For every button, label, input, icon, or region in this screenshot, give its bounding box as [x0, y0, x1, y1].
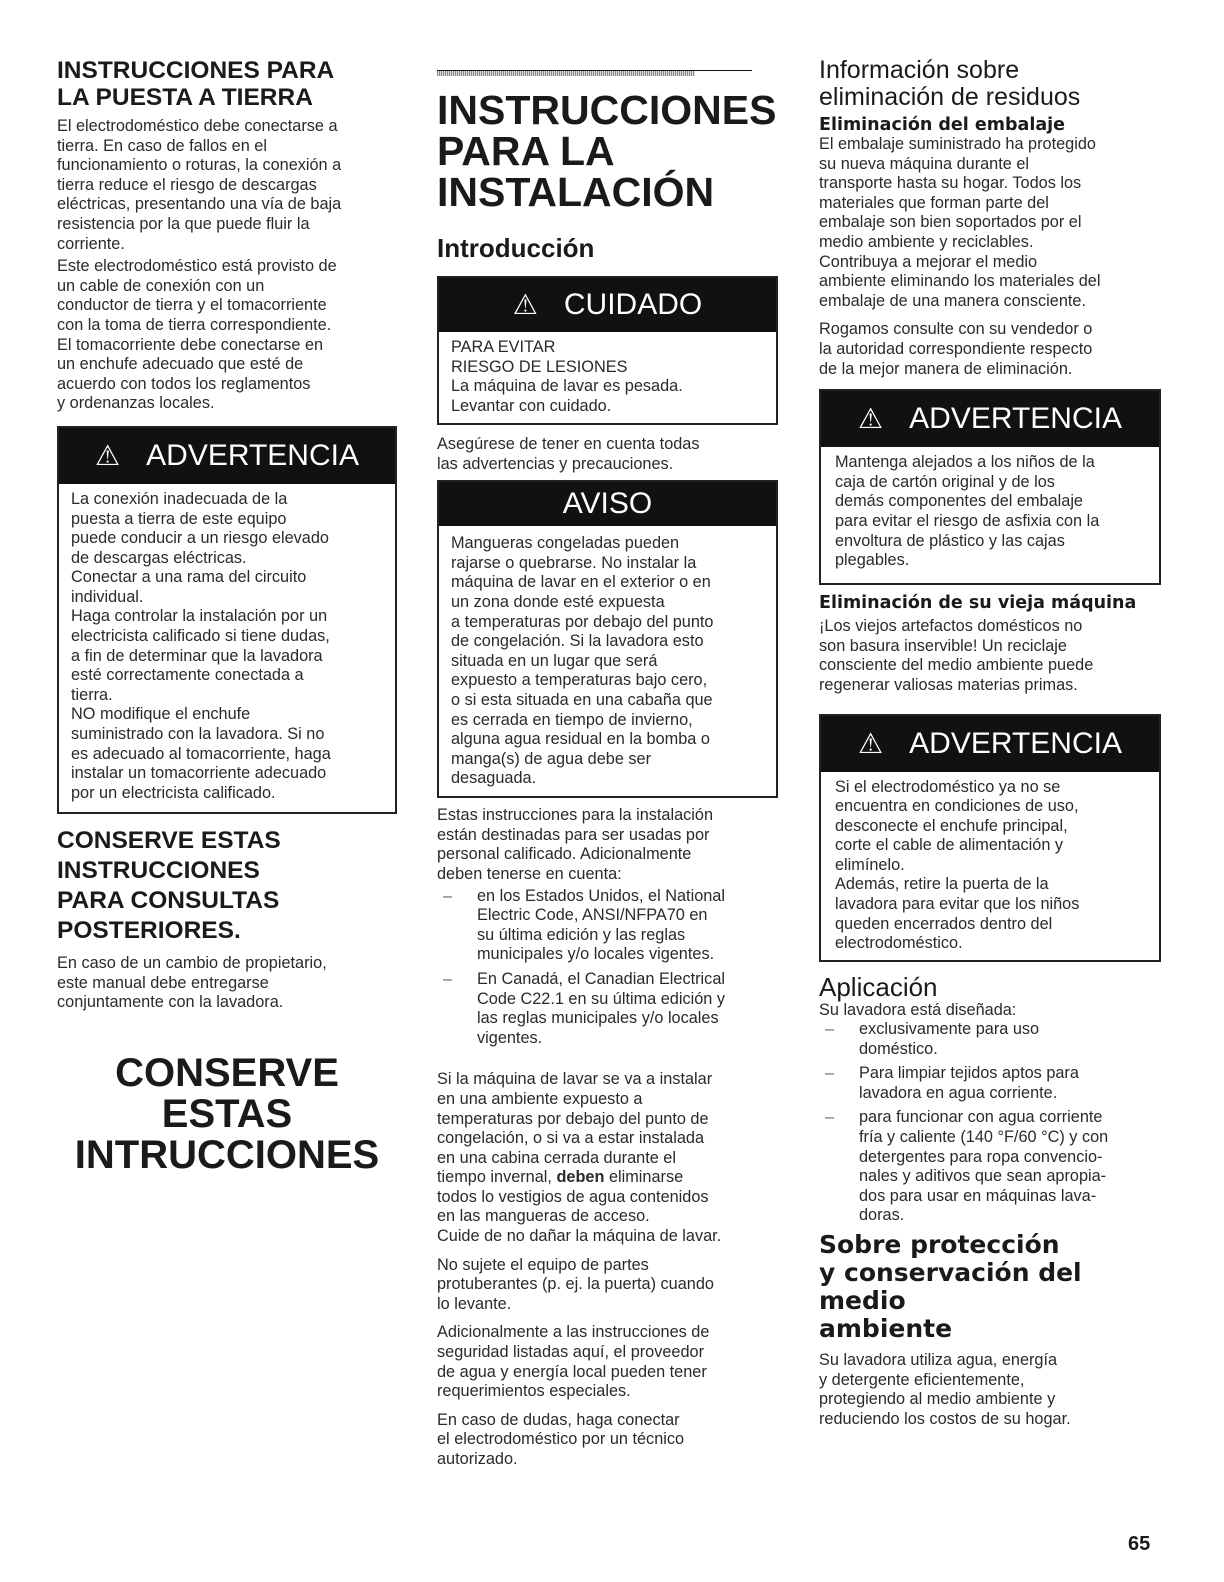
regulations-list [437, 887, 780, 1049]
conserve-text: En caso de un cambio de propietario, este manual debe entregarse conjuntamente con la lavadora. [57, 953, 327, 1012]
warning-title: ADVERTENCIA [146, 438, 359, 472]
intro-subtitle: Introducción [437, 233, 595, 263]
list-item: – Para limpiar tejidos aptos para lavadora en agua corriente. [819, 1064, 1161, 1103]
freeze-text-b: eliminarse todos lo vestigios de agua contenidos en las mangueras de acceso. [437, 1168, 709, 1226]
packaging-para: El embalaje suministrado ha protegido su nueva máquina durante el transporte hasta su hogar. Todos los materiales que forman parte del embalaje son bien soportados por el medio ambiente y reciclables. Contribuya a mejorar el medio ambiente eliminando los materiales del embalaje de una manera consciente. [819, 135, 1101, 310]
freeze-text-bold: deben [556, 1168, 605, 1187]
packaging-warning-box [819, 389, 1161, 585]
disposal-warning-box [819, 714, 1161, 962]
column-right [819, 0, 1161, 1429]
list-item: – exclusivamente para uso doméstico. [819, 1020, 1161, 1059]
aplicacion-list [819, 1020, 1161, 1226]
aplicacion-intro: Su lavadora está diseñada: [819, 1000, 1017, 1019]
list-item: – en los Estados Unidos, el National Electric Code, ANSI/NFPA70 en su última edición y las reglas municipales y/o locales vigentes. [437, 887, 780, 965]
old-machine-subheading: Eliminación de su vieja máquina [819, 593, 1137, 614]
doubt-para: En caso de dudas, haga conectar el electrodoméstico por un técnico autorizado. [437, 1410, 685, 1468]
aplicacion-heading: Aplicación [819, 971, 938, 1002]
supplier-para: Adicionalmente a las instrucciones de seguridad listadas aquí, el proveedor de agua y energía local pueden tener requerimientos especiales. [437, 1323, 710, 1401]
warning-title: ADVERTENCIA [909, 402, 1122, 436]
warning-text: La conexión inadecuada de la puesta a tierra de este equipo puede conducir a un riesgo elevado de descargas eléctricas. Conectar a una rama del circuito individual. Haga controlar la instalación por un electricista calificado si tiene dudas, a fin de determinar que la lavadora esté correctamente conectada a tierra. NO modifique el enchufe suministrado con la lavadora. Si no es adecuado al tomacorriente, haga instalar un tomacorriente adecuado por un electricista calificado. [71, 489, 331, 802]
freeze-para [437, 1070, 780, 1227]
caution-text: PARA EVITAR RIESGO DE LESIONES La máquina de lavar es pesada. Levantar con cuidado. [451, 338, 683, 415]
list-item: – En Canadá, el Canadian Electrical Code C22.1 en su última edición y las reglas municipales y/o locales vigentes. [437, 970, 780, 1048]
conserve-heading: CONSERVE ESTAS INSTRUCCIONES PARA CONSULTAS POSTERIORES. [57, 826, 281, 944]
grounding-heading: INSTRUCCIONES PARA LA PUESTA A TIERRA [57, 57, 335, 111]
warning-triangle-icon: ⚠ [95, 439, 121, 471]
warning-header [821, 391, 1159, 447]
grounding-para-1: El electrodoméstico debe conectarse a tierra. En caso de fallos en el funcionamiento o roturas, la conexión a tierra reduce el riesgo de descargas eléctricas, presentando una vía de baja resistencia por la que puede fluir la corriente. [57, 117, 342, 253]
column-middle [437, 0, 780, 1470]
environment-heading: Sobre protección y conservación del medio ambiente [819, 1230, 1082, 1344]
list-item: – para funcionar con agua corriente fría y caliente (140 °F/60 °C) y con detergentes para ropa convencio- nales y aditivos que sean apropia- dos para usar en máquinas lava- doras. [819, 1108, 1161, 1226]
warning-title: ADVERTENCIA [909, 726, 1122, 760]
old-machine-para: ¡Los viejos artefactos domésticos no son basura inservible! Un reciclaje consciente del medio ambiente puede regenerar valiosas materias primas. [819, 617, 1094, 694]
environment-text: Su lavadora utiliza agua, energía y detergente eficientemente, protegiendo al medio ambiente y reduciendo los costos de su hogar. [819, 1351, 1071, 1428]
freeze-text-a: Si la máquina de lavar se va a instalar en una ambiente expuesto a temperaturas por debajo del punto de congelación, o si va a estar instalada en una cabina cerrada durante el tiempo invernal, [437, 1070, 713, 1187]
conserve-instructions-big: CONSERVE ESTAS INTRUCCIONES [74, 1050, 380, 1177]
warning-triangle-icon: ⚠ [512, 289, 538, 320]
warnings-note: Asegúrese de tener en cuenta todas las advertencias y precauciones. [437, 435, 700, 473]
grounding-para-2: Este electrodoméstico está provisto de un cable de conexión con un conductor de tierra y el tomacorriente con la toma de tierra correspondiente. El tomacorriente debe conectarse en un enchufe adecuado que esté de acuerdo con todos los reglamentos y ordenanzas locales. [57, 257, 337, 413]
disposal-heading: Información sobre eliminación de residuos [819, 56, 1081, 111]
warning-header [821, 716, 1159, 772]
warning-triangle-icon: ⚠ [858, 727, 884, 759]
install-para: Estas instrucciones para la instalación están destinadas para ser usadas por personal calificado. Adicionalmente deben tenerse en cuenta: [437, 806, 714, 883]
warning-triangle-icon: ⚠ [858, 403, 884, 435]
page-number: 65 [1128, 1533, 1151, 1555]
aviso-text: Mangueras congeladas pueden rajarse o quebrarse. No instalar la máquina de lavar en el exterior o en un zona donde esté expuesta a temperaturas por debajo del punto de congelación. Si la lavadora esto situada en un lugar que será expuesto a temperaturas bajo cero, o si esta situada en una cabaña que es cerrada en tiempo de invierno, alguna agua residual en la bomba o manga(s) de agua debe ser desaguada. [451, 534, 714, 788]
warning-text: Si el electrodoméstico ya no se encuentra en condiciones de uso, desconecte el enchufe principal, corte el cable de alimentación y elimínelo. Además, retire la puerta de la lavadora para evitar que los niños queden encerrados dentro del electrodoméstico. [835, 777, 1080, 953]
aviso-box [437, 480, 778, 798]
warning-header [59, 428, 395, 484]
vendor-para: Rogamos consulte con su vendedor o la autoridad correspondiente respecto de la mejor manera de eliminación. [819, 320, 1093, 378]
caution-box [437, 276, 778, 425]
aviso-title: AVISO [562, 487, 653, 521]
aviso-header [439, 482, 776, 526]
caution-title: CUIDADO [563, 288, 703, 321]
care-para: Cuide de no dañar la máquina de lavar. [437, 1227, 722, 1246]
warning-text: Mantenga alejados a los niños de la caja de cartón original y de los demás componentes del embalaje para evitar el riesgo de asfixia con la envoltura de plástico y las cajas plegables. [835, 453, 1100, 570]
packaging-subheading: Eliminación del embalaje [819, 115, 1065, 135]
page-title: INSTRUCCIONES PARA LA INSTALACIÓN [437, 87, 777, 215]
column-left [57, 0, 397, 1176]
lift-para: No sujete el equipo de partes protuberantes (p. ej. la puerta) cuando lo levante. [437, 1255, 714, 1313]
grounding-warning-box [57, 426, 397, 814]
caution-header [439, 278, 776, 332]
